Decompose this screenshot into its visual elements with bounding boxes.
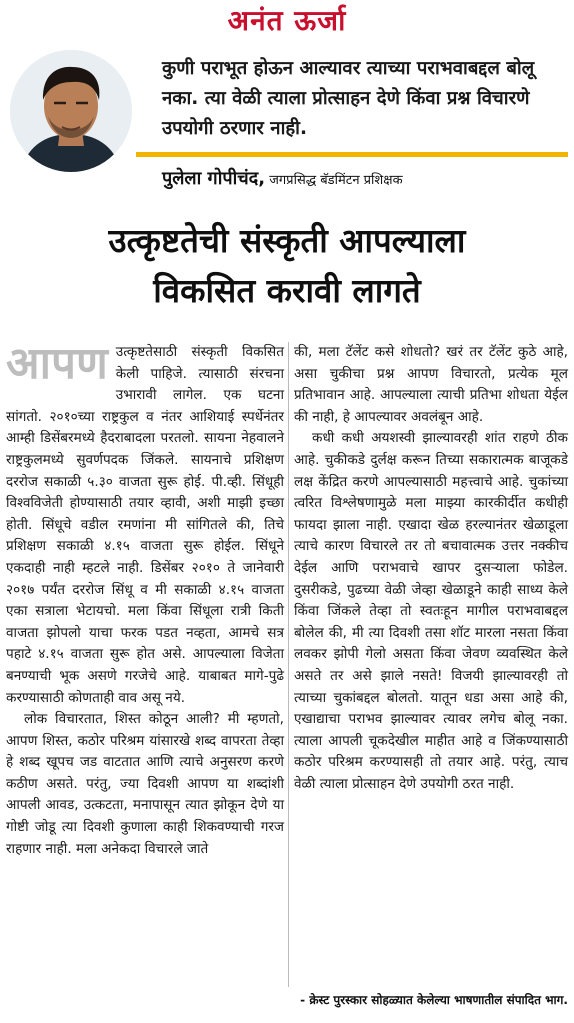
article-paragraph: की, मला टॅलेंट कसे शोधतो? खरं तर टॅलेंट कुठे आहे, असा चुकीचा प्रश्न आपण विचारतो, प्रत्येक मूल प्रतिभावान आहे. आपल्याला त्याची प्रतिभा शोधता येईल की नाही, हे आपल्यावर अवलंबून आहे. <box>294 344 568 425</box>
article-paragraph: कधी कधी अयशस्वी झाल्यावरही शांत राहणे ठीक आहे. चुकीकडे दुर्लक्ष करून तिच्या सकारात्मक बाजूकडे लक्ष केंद्रित करणे आपल्यासाठी महत्त्वाचे आहे. चुकांच्या त्वरित विश्लेषणामुळे मला माझ्या कारकीर्दीत कधीही फायदा झाला नाही. एखादा खेळ हरल्यानंतर खेळाडूला त्याचे कारण विचारले तर तो बचावात्मक उत्तर नक्कीच देईल आणि पराभवाचे खापर दुसऱ्याला फोडेल. दुसरीकडे, पुढच्या वेळी जेव्हा खेळाडूने काही साध्य केले किंवा जिंकले तेव्हा तो स्वतःहून मागील पराभवाबद्दल बोलेल की, मी त्या दिवशी तसा शॉट मारला नसता किंवा लवकर झोपी गेलो असता किंवा जेवण व्यवस्थित केले असते तर असे झाले नसते! विजयी झाल्यावरही तो त्याच्या चुकांबद्दल बोलतो. यातून धडा असा आहे की, एखाद्याचा पराभव झाल्यावर त्यावर लगेच बोलू नका. त्याला आपली चूकदेखील माहीत आहे व जिंकण्यासाठी कठोर परिश्रम करण्यासही तो तयार आहे. परंतु, त्याच वेळी त्याला प्रोत्साहन देणे उपयोगी ठरत नाही. <box>294 430 568 792</box>
author-name: पुलेला गोपीचंद, <box>162 168 266 189</box>
article-column-2 <box>294 342 568 795</box>
pull-quote: कुणी पराभूत होऊन आल्यावर त्याच्या पराभवाबद्दल बोलू नका. त्या वेळी त्याला प्रोत्साहन देणे किंवा प्रश्न विचारणे उपयोगी ठरणार नाही. <box>162 58 535 139</box>
author-photo <box>10 50 132 172</box>
paragraph-text: उत्कृष्टतेसाठी संस्कृती विकसित केली पाहिजे. त्यासाठी संरचना उभारावी लागेल. एक घटना सांगतो. २०१०च्या राष्ट्रकुल व नंतर आशियाई स्पर्धेनंतर आम्ही डिसेंबरमध्ये हैदराबादला परतलो. सायना नेहवालने राष्ट्रकुलमध्ये सुवर्णपदक जिंकले. सायनाचे प्रशिक्षण दररोज सकाळी ५.३० वाजता सुरू होई. पी.व्ही. सिंधूही विश्वविजेती होण्यासाठी तयार व्हावी, अशी माझी इच्छा होती. सिंधूचे वडील रमणांना मी सांगितले की, तिचे प्रशिक्षण सकाळी ४.१५ वाजता सुरू होईल. सिंधूने एकदाही नाही म्हटले नाही. डिसेंबर २०१० ते जानेवारी २०१७ पर्यंत दररोज सिंधू व मी सकाळी ४.१५ वाजता एका सत्राला भेटायचो. मला किंवा सिंधूला रात्री किती वाजता झोपलो याचा फरक पडत नव्हता, आमचे सत्र पहाटे ४.१५ वाजता सुरू होत असे. आपल्याला विजेता बनण्याची भूक असणे गरजेचे आहे. याबाबत मागे-पुढे करण्यासाठी कोणताही वाव असू नये. <box>6 344 284 706</box>
masthead-title: अनंत ऊर्जा <box>227 4 347 37</box>
article-column-1 <box>6 338 284 860</box>
portrait-image <box>10 50 132 172</box>
article-paragraph: लोक विचारतात, शिस्त कोठून आली? मी म्हणतो, आपण शिस्त, कठोर परिश्रम यांसारखे शब्द वापरता तेव्हा हे शब्द खूपच जड वाटतात आणि त्याचे अनुसरण करणे कठीण असते. परंतु, ज्या दिवशी आपण या शब्दांशी आपली आवड, उत्कटता, मनापासून त्यात झोकून देणे या गोष्टी जोडू त्या दिवशी कुणाला काही शिकवण्याची गरज राहणार नाही. मला अनेकदा विचारले जाते <box>6 711 284 857</box>
headline-line-2: विकसित करावी लागते <box>153 271 421 310</box>
masthead <box>0 0 574 42</box>
author-title: जगप्रसिद्ध बॅडमिंटन प्रशिक्षक <box>265 173 403 188</box>
headline-line-1: उत्कृष्टतेची संस्कृती आपल्याला <box>108 221 466 260</box>
drop-cap: आपण <box>6 338 108 389</box>
byline <box>162 168 572 192</box>
source-note: - क्रेस्ट पुरस्कार सोहळ्यात केलेल्या भाषणातील संपादित भाग. <box>300 993 568 1007</box>
column-divider <box>288 342 289 987</box>
quote-rule <box>136 152 568 157</box>
article-paragraph <box>6 338 284 709</box>
headline <box>0 216 574 316</box>
